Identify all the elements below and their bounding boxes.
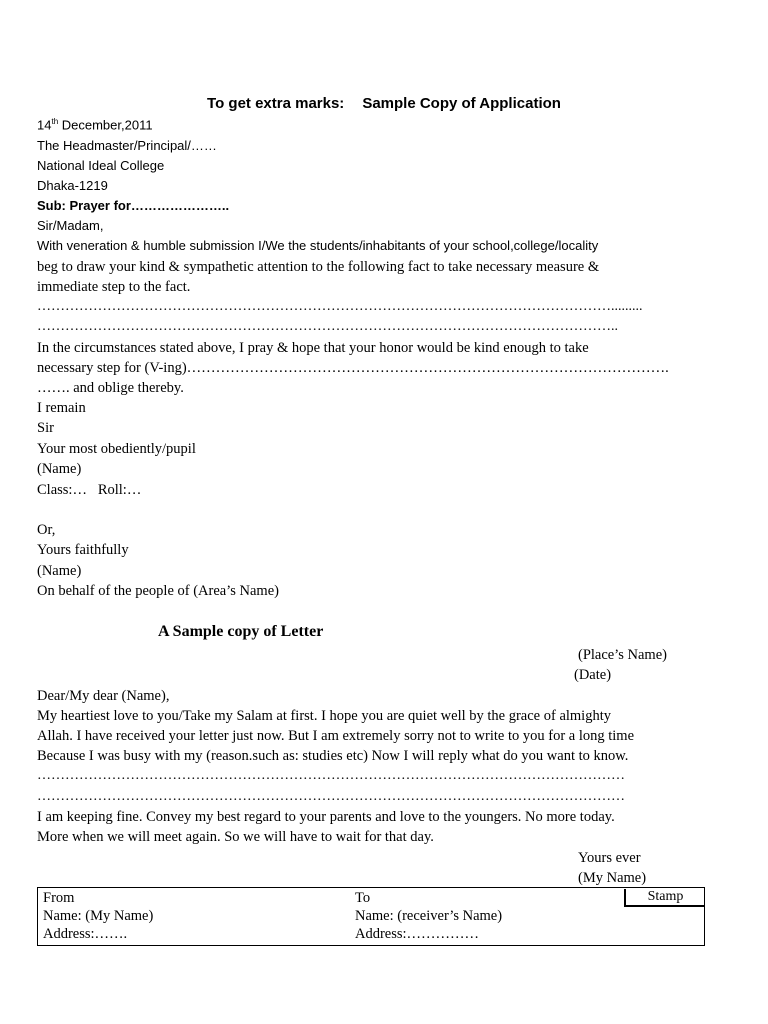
alternative-or: Or, [37, 522, 56, 538]
closing-remain: I remain [37, 400, 86, 416]
application-date: 14th December,2011 [37, 117, 153, 133]
closing-name: (Name) [37, 461, 82, 477]
letter-dots-line-2: ……………………………………………………………………………………………………………… [37, 789, 625, 804]
letter-dots-line-1: ……………………………………………………………………………………………………………… [37, 768, 625, 783]
envelope-to-address: Address:…………… [355, 926, 480, 942]
envelope-from-name: Name: (My Name) [43, 908, 154, 924]
letter-body-line-1: My heartiest love to you/Take my Salam at first. I hope you are quiet well by the grace of almighty [37, 708, 611, 724]
closing-obedient: Your most obediently/pupil [37, 441, 196, 457]
on-behalf-line: On behalf of the people of (Area’s Name) [37, 583, 279, 599]
recipient-line-3: Dhaka-1219 [37, 178, 108, 193]
closing-faithfully: Yours faithfully [37, 542, 129, 558]
application-dots-line-1: ……………………………………………………………………………………………………………......... [37, 299, 643, 314]
letter-date: (Date) [574, 667, 612, 683]
letter-place: (Place’s Name) [578, 647, 667, 663]
application-body-line-1: With veneration & humble submission I/We the students/inhabitants of your school,college/locality [37, 238, 599, 253]
subject-line: Sub: Prayer for………………….. [37, 198, 230, 213]
application-dots-line-2: …………………………………………………………………………………………………………….. [37, 319, 618, 334]
recipient-line-2: National Ideal College [37, 158, 165, 173]
circumstances-line-2: necessary step for (V-ing)………………………………………………………………………………………. [37, 360, 669, 376]
letter-keep-line-1: I am keeping fine. Convey my best regard to your parents and love to the youngers. No more today. [37, 809, 615, 825]
letter-body-line-2: Allah. I have received your letter just now. But I am extremely sorry not to write to you for a long time [37, 728, 635, 744]
envelope-from-address: Address:……. [43, 926, 128, 942]
application-title-left: To get extra marks: [207, 95, 345, 112]
class-roll: Class:… Roll:… [37, 482, 142, 498]
closing-name-2: (Name) [37, 563, 82, 579]
salutation: Sir/Madam, [37, 218, 104, 233]
application-body-line-3: immediate step to the fact. [37, 279, 191, 295]
letter-yours-ever: Yours ever [578, 850, 641, 866]
envelope-to-name: Name: (receiver’s Name) [355, 908, 503, 924]
letter-title: A Sample copy of Letter [158, 623, 324, 640]
circumstances-line-3: ……. and oblige thereby. [37, 380, 184, 396]
letter-body-line-3: Because I was busy with my (reason.such as: studies etc) Now I will reply what do you want to know. [37, 748, 629, 764]
application-title [0, 95, 768, 112]
stamp-box: Stamp [624, 889, 705, 907]
letter-keep-line-2: More when we will meet again. So we will have to wait for that day. [37, 829, 434, 845]
letter-my-name: (My Name) [578, 870, 647, 886]
envelope-from-label: From [43, 890, 75, 906]
closing-sir: Sir [37, 420, 54, 436]
recipient-line-1: The Headmaster/Principal/…… [37, 138, 217, 153]
letter-salutation: Dear/My dear (Name), [37, 688, 170, 704]
envelope-to-label: To [355, 890, 371, 906]
application-title-right: Sample Copy of Application [362, 95, 561, 112]
application-body-line-2: beg to draw your kind & sympathetic attention to the following fact to take necessary measure & [37, 259, 600, 275]
circumstances-line-1: In the circumstances stated above, I pray & hope that your honor would be kind enough to take [37, 340, 589, 356]
